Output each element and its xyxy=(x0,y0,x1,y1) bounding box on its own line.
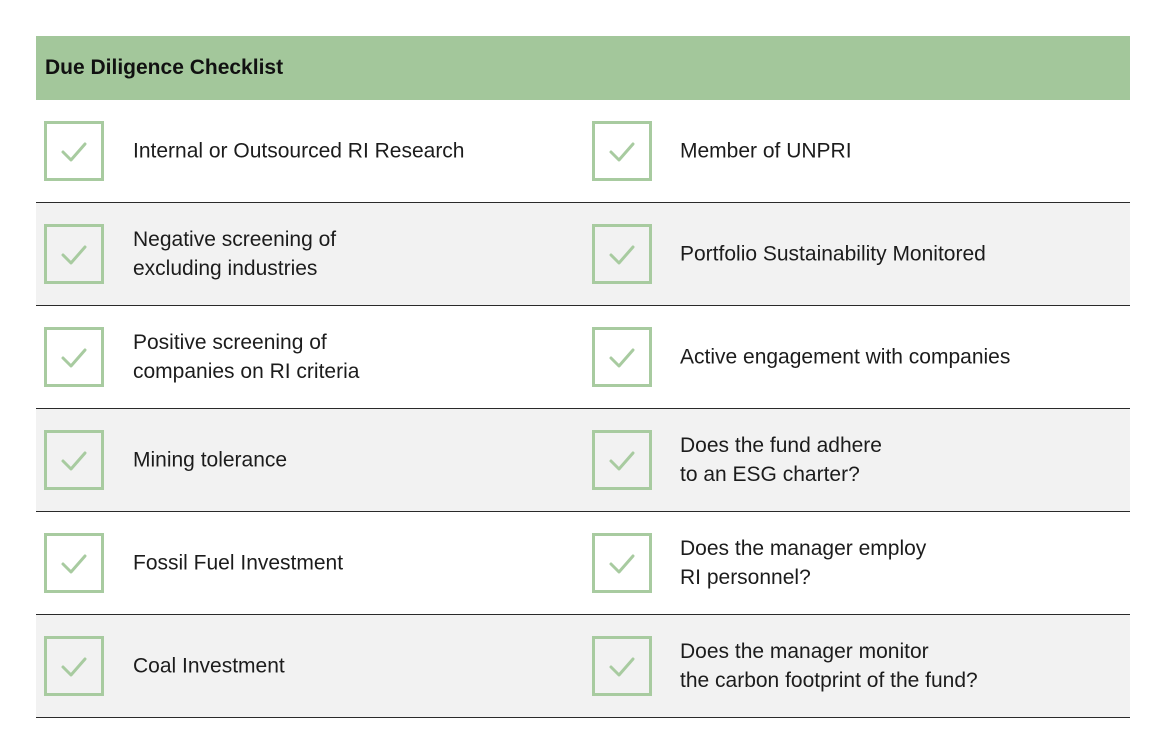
checklist-row xyxy=(36,100,1130,203)
checkbox[interactable] xyxy=(44,533,104,593)
checklist-title: Due Diligence Checklist xyxy=(45,56,284,79)
checklist-item xyxy=(36,100,583,202)
check-icon xyxy=(595,536,649,590)
check-icon xyxy=(47,330,101,384)
checkbox[interactable] xyxy=(592,327,652,387)
checklist-row xyxy=(36,615,1130,718)
due-diligence-checklist xyxy=(36,36,1130,718)
checklist-item-label: Coal Investment xyxy=(133,654,285,678)
checklist-item-label: Does the manager monitor the carbon footprint of the fund? xyxy=(680,640,978,692)
checklist-item-label: Does the manager employ RI personnel? xyxy=(680,537,927,589)
checklist-item xyxy=(583,512,1130,614)
checkbox[interactable] xyxy=(44,121,104,181)
check-icon xyxy=(47,433,101,487)
check-icon xyxy=(595,227,649,281)
check-icon xyxy=(595,433,649,487)
check-icon xyxy=(47,536,101,590)
checklist-item xyxy=(36,306,583,408)
checklist-row xyxy=(36,306,1130,409)
checkbox[interactable] xyxy=(592,636,652,696)
checklist-item-label: Internal or Outsourced RI Research xyxy=(133,139,465,163)
check-icon xyxy=(47,124,101,178)
checklist-item xyxy=(36,512,583,614)
checklist-item xyxy=(583,100,1130,202)
check-icon xyxy=(595,639,649,693)
checklist-header xyxy=(36,36,1130,100)
checklist-item-label: Does the fund adhere to an ESG charter? xyxy=(680,434,882,486)
checklist-row xyxy=(36,409,1130,512)
checklist-rows xyxy=(36,100,1130,718)
checklist-item-label: Fossil Fuel Investment xyxy=(133,551,344,575)
checklist-item-label: Portfolio Sustainability Monitored xyxy=(680,242,986,266)
checkbox[interactable] xyxy=(44,636,104,696)
checklist-item xyxy=(583,203,1130,305)
checklist-item xyxy=(583,615,1130,717)
checklist-item-label: Active engagement with companies xyxy=(680,345,1011,369)
check-icon xyxy=(47,227,101,281)
checklist-item xyxy=(36,203,583,305)
checkbox[interactable] xyxy=(592,533,652,593)
checkbox[interactable] xyxy=(44,430,104,490)
checklist-item xyxy=(36,615,583,717)
checklist-item xyxy=(583,409,1130,511)
check-icon xyxy=(595,330,649,384)
checkbox[interactable] xyxy=(44,224,104,284)
checklist-item xyxy=(583,306,1130,408)
checklist-item xyxy=(36,409,583,511)
checkbox[interactable] xyxy=(44,327,104,387)
checklist-item-label: Mining tolerance xyxy=(133,448,288,472)
checkbox[interactable] xyxy=(592,121,652,181)
check-icon xyxy=(595,124,649,178)
checklist-row xyxy=(36,203,1130,306)
checklist-item-label: Positive screening of companies on RI criteria xyxy=(133,331,360,383)
checkbox[interactable] xyxy=(592,430,652,490)
checklist-item-label: Member of UNPRI xyxy=(680,139,852,163)
check-icon xyxy=(47,639,101,693)
checklist-row xyxy=(36,512,1130,615)
checkbox[interactable] xyxy=(592,224,652,284)
checklist-item-label: Negative screening of excluding industries xyxy=(133,228,337,280)
